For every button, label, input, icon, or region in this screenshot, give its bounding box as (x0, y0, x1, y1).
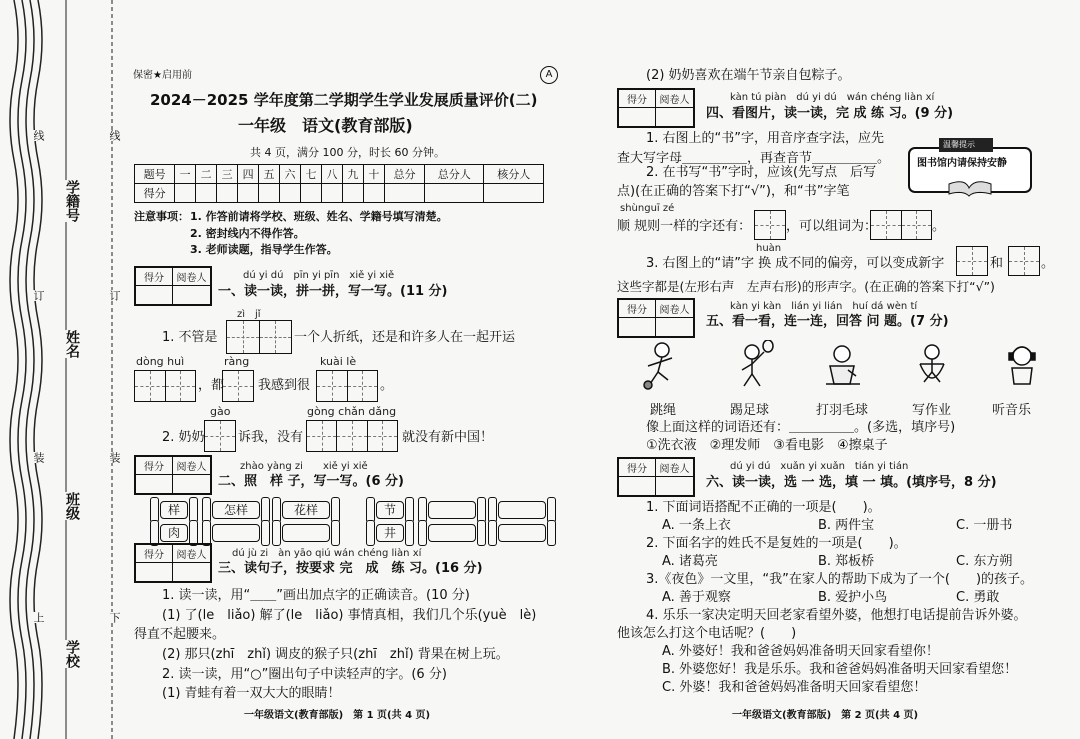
writing-grid[interactable] (204, 420, 236, 452)
pinyin-hint: gào (210, 405, 231, 418)
section-pinyin: dú yi dú xuǎn yi xuǎn tián yi tián (730, 461, 909, 472)
score-header-cell: 九 (342, 165, 363, 184)
page-footer: 一年级语文(教育部版) 第 2 页(共 4 页) (732, 710, 919, 721)
choice-option[interactable]: B. 外婆您好！我是乐乐。我和爸爸妈妈准备明天回家看望您！ (662, 662, 1018, 677)
question-text: 点)(在正确的答案下打“√”)，和“书”字笔 (617, 184, 850, 199)
score-cell[interactable] (217, 184, 238, 203)
section-pinyin: zhào yàng zi xiě yi xiě (240, 461, 368, 472)
score-cell[interactable] (484, 184, 544, 203)
page-footer: 一年级语文(教育部版) 第 1 页(共 4 页) (244, 710, 431, 721)
notice-item: 1. 作答前请将学校、班级、姓名、学籍号填写清楚。 (190, 210, 448, 223)
question-text: 和 (990, 256, 1004, 271)
question-text: 我感到很 (258, 378, 311, 393)
writing-grid[interactable] (226, 320, 292, 354)
writing-grid[interactable] (1008, 246, 1040, 276)
pinyin-hint: dòng huì (136, 355, 185, 368)
choice-option[interactable]: B. 郑板桥 (818, 554, 875, 569)
question-text: 4. 乐乐一家决定明天回老家看望外婆，他想打电话提前告诉外婆。 (646, 608, 1027, 623)
kid-playing-football-icon (644, 343, 672, 389)
section-5-title: 五、看一看，连一连，回答 问 题。(7 分) (706, 314, 949, 329)
question-text: (1) 了(le liǎo) 解了(le liǎo) 事情真相，我们几个乐(yuè lè) (162, 608, 537, 623)
question-text: 。 (1041, 256, 1055, 271)
choice-option[interactable]: C. 东方朔 (956, 554, 1013, 569)
word-pill-blank[interactable] (428, 524, 476, 542)
question-text: 2. 奶奶 (162, 430, 205, 445)
word-pill-blank[interactable] (212, 524, 260, 542)
score-summary-table (134, 164, 544, 203)
score-cell[interactable] (342, 184, 363, 203)
grader-box: 得分 阅卷人 (134, 266, 212, 306)
section-2-title: 二、照 样 子，写一写。(6 分) (218, 474, 404, 489)
score-header-cell: 五 (259, 165, 280, 184)
question-text: (2) 那只(zhī zhǐ) 调皮的猴子只(zhī zhǐ) 背果在树上玩。 (162, 647, 509, 662)
pinyin-hint: ràng (224, 355, 250, 368)
writing-grid[interactable] (222, 370, 254, 402)
section-1-title: 一、读一读，拼一拼，写一写。(11 分) (218, 284, 448, 299)
choice-option[interactable]: C. 勇敢 (956, 590, 1000, 605)
pinyin-hint: zì jǐ (237, 309, 261, 320)
score-row-label: 得分 (135, 184, 175, 203)
word-pill: 井 (376, 524, 404, 542)
version-badge: A (540, 66, 558, 84)
score-header-cell: 总分 (384, 165, 424, 184)
seal-mark: 装 (32, 452, 45, 463)
score-header-cell: 十 (363, 165, 384, 184)
score-cell[interactable] (259, 184, 280, 203)
pinyin-hint: gòng chǎn dǎng (307, 405, 397, 418)
question-text: 得直不起腰来。 (134, 627, 226, 642)
kid-listening-music-icon (1009, 347, 1035, 384)
exam-title: 2024－2025 学年度第二学期学生学业发展质量评价(二) (150, 91, 538, 109)
writing-grid[interactable] (956, 246, 988, 276)
word-pill-blank[interactable] (498, 524, 546, 542)
activity-label: 打羽毛球 (816, 403, 869, 418)
score-cell[interactable] (280, 184, 301, 203)
question-text: (1) 青蛙有着一双大大的眼睛！ (162, 686, 341, 701)
seal-mark: 上 (32, 612, 45, 623)
secret-label: 保密★启用前 (133, 70, 192, 81)
question-text: 1. 读一读，用“＿＿”画出加点字的正确读音。(10 分) (162, 588, 470, 603)
pinyin-hint: huàn (756, 243, 782, 254)
seal-mark: 装 (108, 452, 121, 463)
score-header-cell: 二 (196, 165, 217, 184)
word-pill: 怎样 (212, 501, 260, 519)
notice-item: 2. 密封线内不得作答。 (190, 227, 305, 240)
question-text: 3.《夜色》一文里，“我”在家人的帮助下成为了一个( )的孩子。 (646, 572, 1034, 587)
question-text: 一个人折纸，还是和许多人在一起开运 (294, 330, 516, 345)
choice-option[interactable]: B. 两件宝 (818, 518, 875, 533)
choice-option[interactable]: A. 一条上衣 (662, 518, 731, 533)
notice-item: 3. 老师读题，指导学生作答。 (190, 243, 338, 256)
score-cell[interactable] (238, 184, 259, 203)
score-cell[interactable] (175, 184, 196, 203)
question-text: 像上面这样的词语还有：＿＿＿＿＿。(多选，填序号) (646, 420, 956, 435)
writing-grid[interactable] (316, 370, 378, 402)
activity-label: 踢足球 (730, 403, 770, 418)
kid-jumping-rope-icon (920, 345, 944, 382)
kid-doing-homework-icon (826, 346, 860, 384)
binding-label-class: 班级 (64, 492, 80, 520)
choice-option[interactable]: A. 外婆好！我和爸爸妈妈准备明天回家看望你！ (662, 644, 939, 659)
word-pill-blank[interactable] (282, 524, 330, 542)
library-sign-illustration (905, 134, 1035, 204)
activity-label: 听音乐 (992, 403, 1032, 418)
section-4-title: 四、看图片，读一读，完 成 练 习。(9 分) (706, 106, 954, 121)
score-header-cell: 一 (175, 165, 196, 184)
activity-label: 写作业 (912, 403, 952, 418)
choice-option[interactable]: A. 善于观察 (662, 590, 731, 605)
section-pinyin: dú jù zi àn yāo qiú wán chéng liàn xí (232, 548, 422, 559)
score-cell[interactable] (384, 184, 424, 203)
sign-heading: 温馨提示 (943, 140, 975, 149)
activity-figures (640, 340, 1060, 390)
question-text: 2. 下面名字的姓氏不是复姓的一项是( )。 (646, 536, 907, 551)
score-header-cell: 八 (321, 165, 342, 184)
question-text: ，都 (198, 378, 225, 393)
question-text: 1. 下面词语搭配不正确的一项是( )。 (646, 500, 881, 515)
binding-label-student-id: 学籍号 (64, 180, 80, 222)
question-text: 。 (380, 378, 394, 393)
word-pill: 肉 (160, 524, 188, 542)
seal-mark: 订 (32, 290, 45, 301)
question-text: 1. 右图上的“书”字，用音序查字法，应先 (646, 131, 885, 146)
question-text: ，可以组词为： (786, 219, 878, 234)
notice-title: 注意事项： (134, 210, 189, 223)
question-text: 这些字都是(左形右声 左声右形)的形声字。(在正确的答案下打“√”) (617, 279, 995, 294)
writing-grid[interactable] (754, 210, 786, 240)
question-text: 2. 在书写“书”字时，应该(先写点 后写 (646, 165, 877, 180)
writing-grid[interactable] (870, 210, 932, 240)
question-text: 诉我，没有 (238, 430, 304, 445)
choice-option[interactable]: C. 一册书 (956, 518, 1013, 533)
score-header-cell: 核分人 (484, 165, 544, 184)
score-header-cell: 四 (238, 165, 259, 184)
question-text: 就没有新中国！ (402, 430, 494, 445)
activity-label: 跳绳 (650, 403, 677, 418)
score-cell[interactable] (196, 184, 217, 203)
score-header-cell: 三 (217, 165, 238, 184)
question-text: 他该怎么打这个电话呢？( ) (617, 626, 797, 641)
score-cell[interactable] (301, 184, 322, 203)
answer-options: ①洗衣液 ②理发师 ③看电影 ④擦桌子 (646, 438, 888, 453)
word-pill: 花样 (282, 501, 330, 519)
section-3-title: 三、读句子，按要求 完 成 练 习。(16 分) (218, 561, 483, 576)
seal-mark: 线 (108, 130, 121, 141)
choice-option[interactable]: A. 诸葛亮 (662, 554, 718, 569)
word-pill: 样 (160, 501, 188, 519)
choice-option[interactable]: B. 爱护小鸟 (818, 590, 888, 605)
question-text: 查大写字母＿＿＿＿＿，再查音节＿＿＿＿＿。 (617, 151, 891, 166)
seal-mark: 线 (32, 130, 45, 141)
seal-mark: 下 (108, 612, 121, 623)
writing-grid[interactable] (134, 370, 196, 402)
exam-subtitle: 一年级 语文(教育部版) (238, 116, 413, 135)
score-header-cell: 总分人 (425, 165, 484, 184)
section-pinyin: kàn tú piàn dú yi dú wán chéng liàn xí (730, 92, 935, 103)
score-header-cell: 题号 (135, 165, 175, 184)
question-text: 2. 读一读，用“○”圈出句子中读轻声的字。(6 分) (162, 667, 447, 682)
grader-box: 得分 阅卷人 (134, 543, 212, 583)
exam-meta: 共 4 页，满分 100 分，时长 60 分钟。 (250, 146, 445, 159)
question-text: 1. 不管是 (162, 330, 218, 345)
section-pinyin: kàn yi kàn lián yi lián huí dá wèn tí (730, 301, 918, 312)
question-text: 3. 右图上的“请”字 换 成不同的偏旁，可以变成新字 (646, 256, 945, 271)
pinyin-hint: shùnguī zé (620, 203, 675, 214)
binding-margin-lines (0, 0, 130, 739)
question-text: 。 (932, 219, 946, 234)
writing-grid[interactable] (306, 420, 398, 452)
section-pinyin: dú yi dú pīn yi pīn xiě yi xiě (243, 270, 395, 281)
word-pill: 节 (376, 501, 404, 519)
section-6-title: 六、读一读，选 一 选，填 一 填。(填序号，8 分) (706, 475, 997, 490)
seal-mark: 订 (108, 290, 121, 301)
choice-option[interactable]: C. 外婆！我和爸爸妈妈准备明天回家看望您！ (662, 680, 927, 695)
question-text: 顺 规则一样的字还有： (617, 219, 752, 234)
word-pill-blank[interactable] (498, 501, 546, 519)
question-text: (2) 奶奶喜欢在端午节亲自包粽子。 (646, 68, 851, 83)
grader-box: 得分 阅卷人 (617, 88, 695, 128)
grader-box: 得分 阅卷人 (134, 455, 212, 495)
kid-playing-badminton-icon (742, 340, 773, 386)
score-cell[interactable] (363, 184, 384, 203)
word-pill-blank[interactable] (428, 501, 476, 519)
score-header-cell: 七 (301, 165, 322, 184)
grader-box: 得分 阅卷人 (617, 457, 695, 497)
sign-text: 图书馆内请保持安静 (917, 158, 1007, 169)
score-header-cell: 六 (280, 165, 301, 184)
binding-label-name: 姓名 (64, 330, 80, 358)
binding-label-school: 学校 (64, 640, 80, 668)
score-cell[interactable] (425, 184, 484, 203)
grader-box: 得分 阅卷人 (617, 298, 695, 338)
pinyin-hint: kuài lè (320, 355, 357, 368)
score-cell[interactable] (321, 184, 342, 203)
